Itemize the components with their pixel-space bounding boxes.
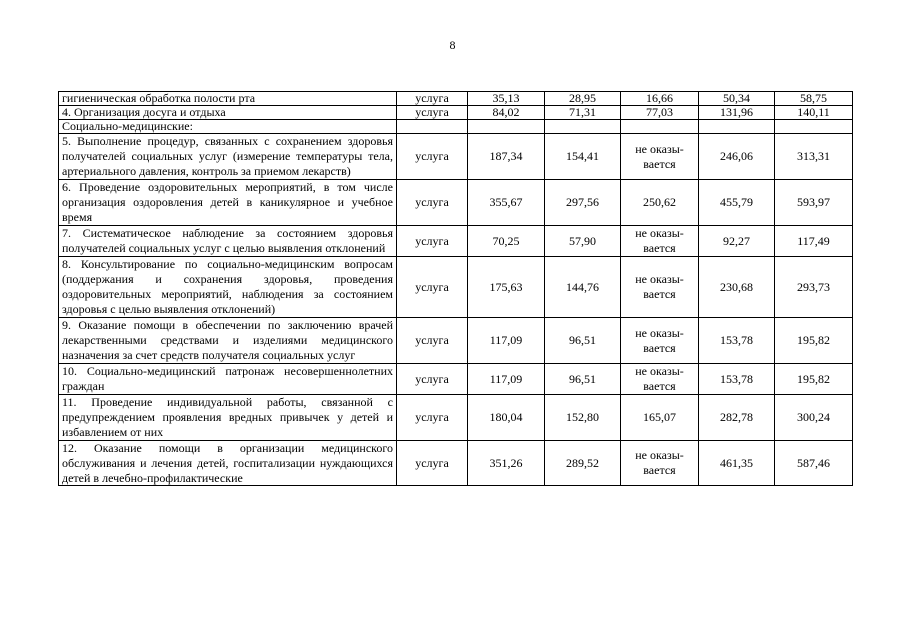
- table-row: [59, 180, 853, 226]
- service-name-text: 12. Оказание помощи в организации медицинского обслуживания и лечения детей, госпитализации нуждающихся детей в лечебно-профилактические: [62, 441, 393, 485]
- table-row: [59, 257, 853, 318]
- value-cell-3: 77,03: [621, 106, 699, 120]
- value-cell-4: [699, 120, 775, 134]
- unit-cell: услуга: [397, 92, 468, 106]
- value-cell-2: 96,51: [545, 318, 621, 364]
- service-name: 11. Проведение индивидуальной работы, связанной с предупреждением проявления вредных привычек у детей и избавлением от них: [59, 395, 397, 441]
- unit-cell: услуга: [397, 441, 468, 486]
- value-cell-5: 300,24: [775, 395, 853, 441]
- unit-cell: услуга: [397, 226, 468, 257]
- value-cell-3: 165,07: [621, 395, 699, 441]
- value-cell-3: 250,62: [621, 180, 699, 226]
- value-cell-2: 297,56: [545, 180, 621, 226]
- value-cell-2: 152,80: [545, 395, 621, 441]
- table-row: [59, 92, 853, 106]
- value-cell-5: [775, 120, 853, 134]
- value-cell-1: 84,02: [468, 106, 545, 120]
- value-cell-5: 587,46: [775, 441, 853, 486]
- unit-cell: услуга: [397, 134, 468, 180]
- table-row: [59, 318, 853, 364]
- unit-cell: услуга: [397, 364, 468, 395]
- value-cell-2: 96,51: [545, 364, 621, 395]
- value-cell-1: [468, 120, 545, 134]
- table-row: [59, 120, 853, 134]
- value-cell-3: не оказы-вается: [621, 318, 699, 364]
- value-cell-2: [545, 120, 621, 134]
- unit-cell: [397, 120, 468, 134]
- table-row: [59, 364, 853, 395]
- service-name: 9. Оказание помощи в обеспечении по заключению врачей лекарственными средствами и изделиями медицинского назначения за счет средств получателя социальных услуг: [59, 318, 397, 364]
- table-row: [59, 134, 853, 180]
- value-cell-4: 153,78: [699, 364, 775, 395]
- value-cell-4: 455,79: [699, 180, 775, 226]
- service-name: [59, 441, 397, 486]
- services-price-table: [58, 91, 853, 486]
- value-cell-3: 16,66: [621, 92, 699, 106]
- service-name: 7. Систематическое наблюдение за состоянием здоровья получателей социальных услуг с целью выявления отклонений: [59, 226, 397, 257]
- service-name: 8. Консультирование по социально-медицинским вопросам (поддержания и сохранения здоровья, проведения оздоровительных мероприятий, наблюдения за состоянием здоровья с целью выявления отклонений): [59, 257, 397, 318]
- unit-cell: услуга: [397, 257, 468, 318]
- table-row: [59, 226, 853, 257]
- value-cell-2: 154,41: [545, 134, 621, 180]
- table-row: [59, 395, 853, 441]
- page-number: 8: [449, 38, 456, 52]
- unit-cell: услуга: [397, 106, 468, 120]
- value-cell-3: не оказы-вается: [621, 226, 699, 257]
- value-cell-4: 282,78: [699, 395, 775, 441]
- value-cell-1: 187,34: [468, 134, 545, 180]
- value-cell-2: 289,52: [545, 441, 621, 486]
- value-cell-4: 461,35: [699, 441, 775, 486]
- value-cell-2: 28,95: [545, 92, 621, 106]
- value-cell-1: 351,26: [468, 441, 545, 486]
- value-cell-1: 180,04: [468, 395, 545, 441]
- value-cell-3: не оказы-вается: [621, 134, 699, 180]
- value-cell-4: 230,68: [699, 257, 775, 318]
- value-cell-1: 70,25: [468, 226, 545, 257]
- value-cell-5: 195,82: [775, 318, 853, 364]
- value-cell-3: не оказы-вается: [621, 257, 699, 318]
- service-name: 10. Социально-медицинский патронаж несовершеннолетних граждан: [59, 364, 397, 395]
- value-cell-3: не оказы-вается: [621, 364, 699, 395]
- value-cell-1: 355,67: [468, 180, 545, 226]
- value-cell-3: [621, 120, 699, 134]
- service-name: гигиеническая обработка полости рта: [59, 92, 397, 106]
- value-cell-1: 35,13: [468, 92, 545, 106]
- value-cell-5: 195,82: [775, 364, 853, 395]
- unit-cell: услуга: [397, 180, 468, 226]
- value-cell-1: 117,09: [468, 318, 545, 364]
- value-cell-1: 175,63: [468, 257, 545, 318]
- value-cell-4: 131,96: [699, 106, 775, 120]
- value-cell-3: не оказы-вается: [621, 441, 699, 486]
- service-name: 5. Выполнение процедур, связанных с сохранением здоровья получателей социальных услуг (измерение температуры тела, артериального давления, контроль за приемом лекарств): [59, 134, 397, 180]
- value-cell-2: 144,76: [545, 257, 621, 318]
- section-heading: Социально-медицинские:: [59, 120, 397, 134]
- unit-cell: услуга: [397, 395, 468, 441]
- value-cell-5: 117,49: [775, 226, 853, 257]
- value-cell-4: 153,78: [699, 318, 775, 364]
- value-cell-5: 593,97: [775, 180, 853, 226]
- value-cell-2: 57,90: [545, 226, 621, 257]
- value-cell-4: 92,27: [699, 226, 775, 257]
- value-cell-4: 50,34: [699, 92, 775, 106]
- value-cell-5: 140,11: [775, 106, 853, 120]
- service-name: 4. Организация досуга и отдыха: [59, 106, 397, 120]
- value-cell-4: 246,06: [699, 134, 775, 180]
- value-cell-5: 58,75: [775, 92, 853, 106]
- table-row: [59, 106, 853, 120]
- unit-cell: услуга: [397, 318, 468, 364]
- value-cell-2: 71,31: [545, 106, 621, 120]
- value-cell-5: 313,31: [775, 134, 853, 180]
- value-cell-5: 293,73: [775, 257, 853, 318]
- table-row: [59, 441, 853, 486]
- value-cell-1: 117,09: [468, 364, 545, 395]
- service-name: 6. Проведение оздоровительных мероприятий, в том числе организация оздоровления детей в каникулярное и учебное время: [59, 180, 397, 226]
